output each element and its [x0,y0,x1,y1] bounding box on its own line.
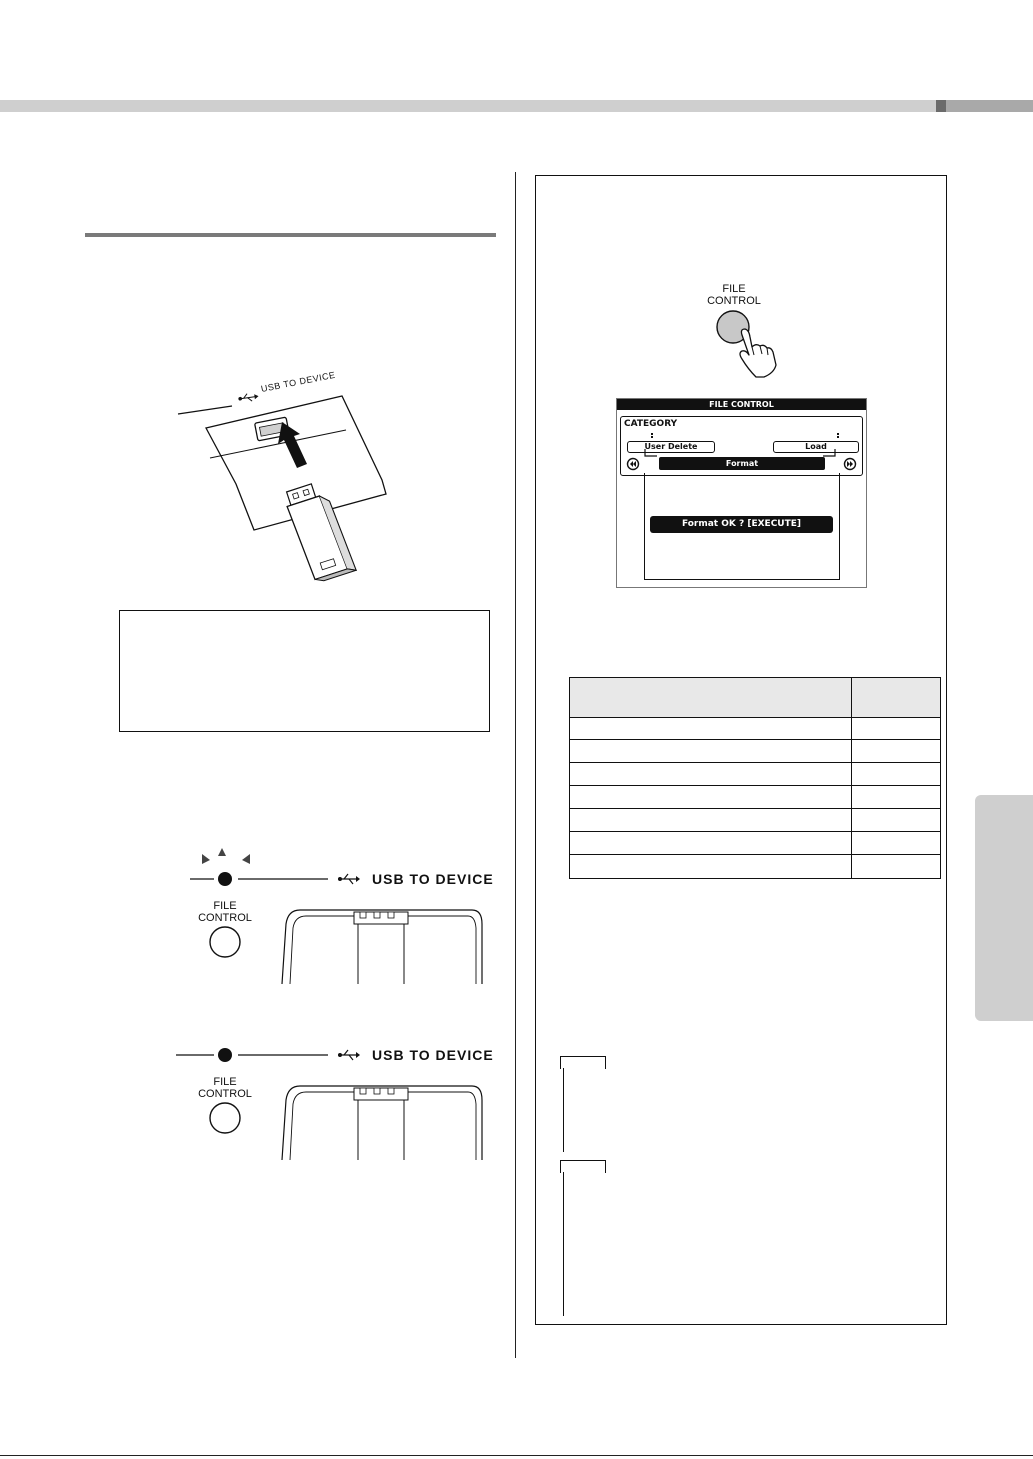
file-control-led [218,872,232,886]
lcd-category-label: CATEGORY [624,419,678,429]
led-figure-blinking [170,840,494,990]
table-row [570,740,940,763]
lcd-title-bar: FILE CONTROL [617,399,866,410]
usb-port-label: USB TO DEVICE [260,369,337,394]
table-row [570,855,940,878]
table-row [570,717,940,740]
label-line1: FILE [213,1076,237,1088]
file-control-button-label [195,900,255,924]
lcd-format-item-selected[interactable]: Format [659,457,825,470]
label-line2: CONTROL [707,295,761,307]
capacity-table [569,677,941,879]
file-control-press-figure [690,283,790,383]
chapter-side-tab [975,795,1033,1021]
footer-rule [0,1455,1033,1456]
usb-to-device-label: USB TO DEVICE [372,871,494,887]
file-control-button-circle [210,1103,240,1133]
header-band-right [946,100,1033,112]
usb-to-device-label: USB TO DEVICE [372,1047,494,1063]
table-row [570,786,940,809]
table-row [570,763,940,786]
lcd-user-delete-item[interactable]: User Delete [627,441,715,453]
note-tab-icon [560,1056,606,1069]
pressing-finger-icon [740,329,776,377]
label-line2: CONTROL [198,1088,252,1100]
note-marker-1 [558,1056,618,1156]
note-box [119,610,490,732]
file-control-button-label [195,1076,255,1100]
header-band [0,100,936,112]
header-band-dark-mark [936,100,946,112]
table-header [570,678,940,718]
table-row [570,832,940,855]
column-divider [515,172,516,1358]
file-control-led [218,1048,232,1062]
label-line1: FILE [213,900,237,912]
note-tab-icon [560,1160,606,1173]
usb-connect-figure [170,369,400,582]
file-control-button-circle [210,927,240,957]
label-line2: CONTROL [198,912,252,924]
led-figure-lit [170,1030,494,1170]
label-line1: FILE [722,283,746,295]
blink-indicator-icon [202,854,210,864]
lcd-load-item[interactable]: Load [773,441,859,453]
file-control-label [704,283,764,307]
note-marker-2 [558,1160,618,1320]
lcd-display [616,398,867,588]
lcd-format-prompt[interactable]: Format OK ? [EXECUTE] [650,516,833,533]
table-row [570,809,940,832]
section-heading-rule [85,233,496,237]
